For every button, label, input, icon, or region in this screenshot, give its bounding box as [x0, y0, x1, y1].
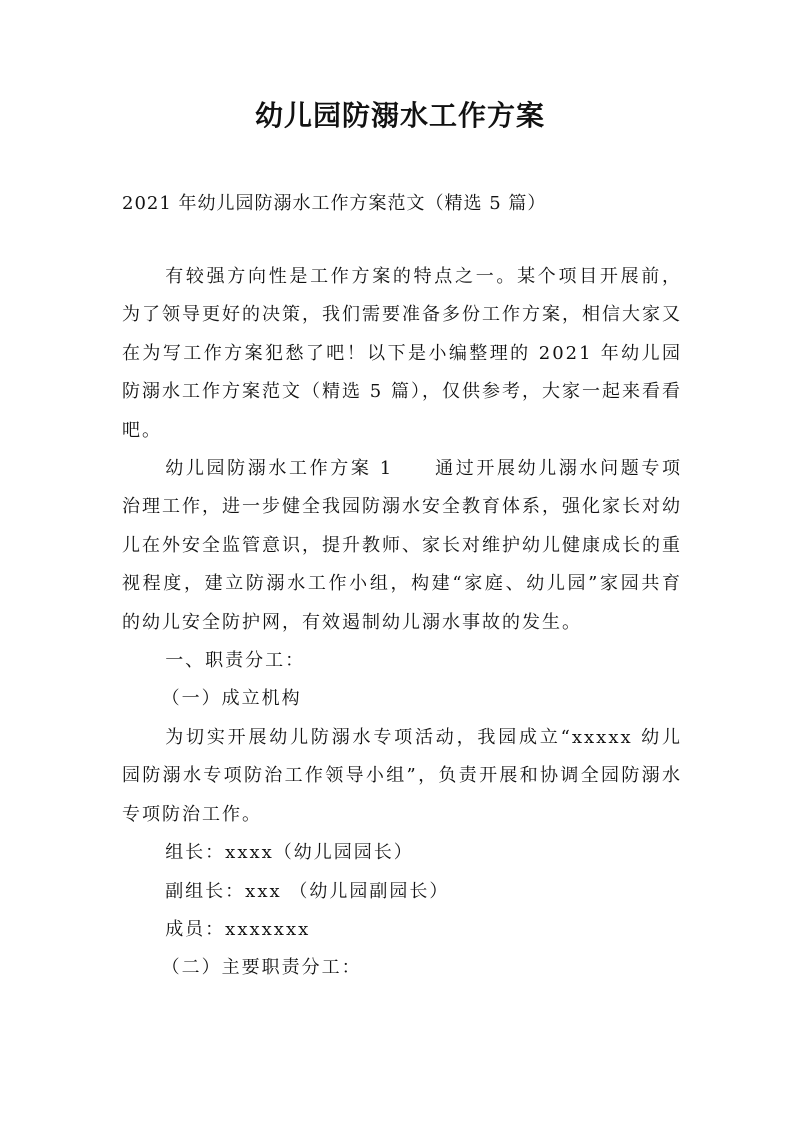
team-leader-line: 组长：xxxx（幼儿园园长） [165, 842, 414, 864]
subsection-heading-responsibilities: （二）主要职责分工： [161, 957, 362, 979]
deputy-leader-line: 副组长：xxx （幼儿园副园长） [165, 880, 450, 902]
plan-1-paragraph: 幼儿园防溺水工作方案 1 通过开展幼儿溺水问题专项治理工作，进一步健全我园防溺水安全教育体系，强化家长对幼儿在外安全监管意识，提升教师、家长对维护幼儿健康成长的重视程度，建立防溺水工作小组，构建“家庭、幼儿园”家园共育的幼儿安全防护网，有效遏制幼儿溺水事故的发生。 [122, 458, 682, 633]
intro-paragraph: 有较强方向性是工作方案的特点之一。某个项目开展前，为了领导更好的决策，我们需要准备多份工作方案，相信大家又在为写工作方案犯愁了吧！以下是小编整理的 2021 年幼儿园防溺水工作方案范文（精选 5 篇），仅供参考，大家一起来看看吧。 [122, 266, 682, 441]
subsection-heading-organization: （一）成立机构 [161, 688, 302, 710]
members-line: 成员：xxxxxxx [165, 918, 311, 940]
section-heading-duties: 一、职责分工： [165, 650, 306, 672]
document-title: 幼儿园防溺水工作方案 [254, 99, 545, 132]
organization-paragraph: 为切实开展幼儿防溺水专项活动，我园成立“xxxxx 幼儿园防溺水专项防治工作领导小组”，负责开展和协调全园防溺水专项防治工作。 [122, 726, 682, 825]
document-subtitle: 2021 年幼儿园防溺水工作方案范文（精选 5 篇） [122, 193, 547, 214]
document-body [122, 258, 682, 988]
